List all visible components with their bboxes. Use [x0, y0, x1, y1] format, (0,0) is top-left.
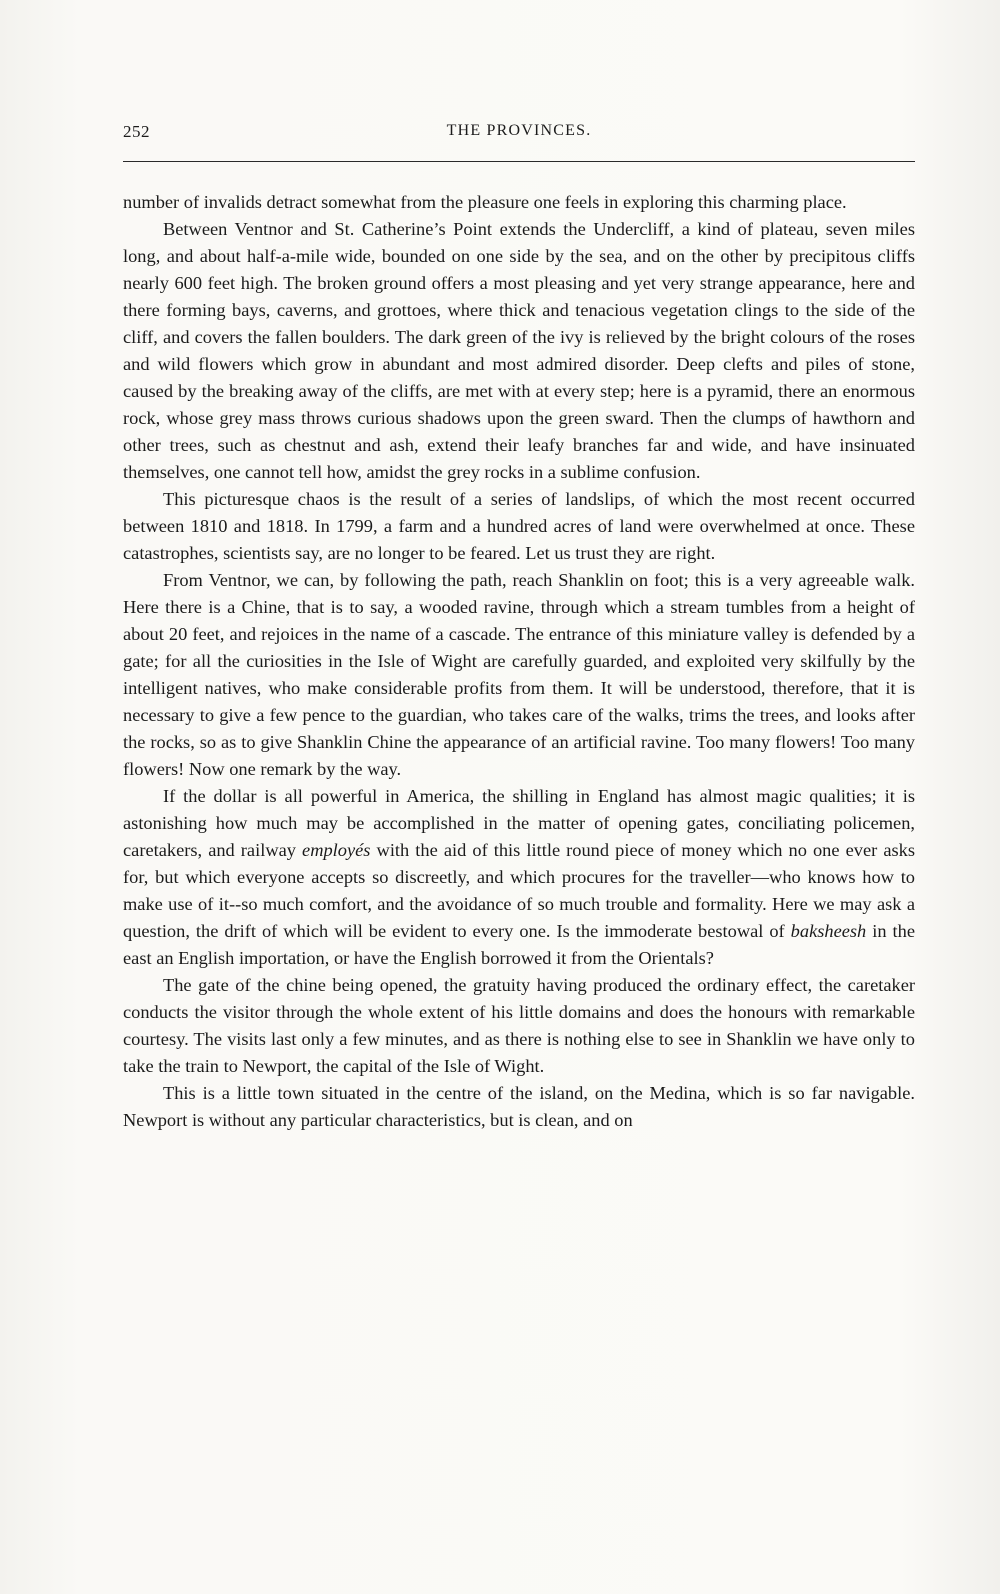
paragraph-text: with the aid of this little round piece of money which no one ever asks for, but which everyone accepts so discreetly, and which procures for the traveller—who knows how to make use of it--so much comfort, and the avoidance of so much trouble and formality. Here we may ask a question, the drift of which will be evident to every one. Is the immoderate bestowal of [123, 840, 915, 941]
paragraph-4 [123, 567, 915, 783]
paragraph-text: If the dollar is all powerful in America, the shilling in England has almost magic qualities; it is astonishing how much may be accomplished in the matter of opening gates, conciliating policemen, caretakers, and railway [123, 786, 915, 860]
italic-word-baksheesh: baksheesh [790, 921, 867, 941]
paragraph-5 [123, 783, 915, 972]
running-title: THE PROVINCES. [446, 122, 592, 139]
paragraph-2 [123, 216, 915, 486]
paragraph-text: The gate of the chine being opened, the gratuity having produced the ordinary effect, the caretaker conducts the visitor through the whole extent of his little domains and does the honours with remarkable courtesy. The visits last only a few minutes, and as there is nothing else to see in Shanklin we have only to take the train to Newport, the capital of the Isle of Wight. [123, 975, 915, 1076]
paragraph-text: Between Ventnor and St. Catherine’s Point extends the Undercliff, a kind of plateau, seven miles long, and about half-a-mile wide, bounded on one side by the sea, and on the other by precipitous cliffs nearly 600 feet high. The broken ground offers a most pleasing and yet very strange appearance, here and there forming bays, caverns, and grottoes, where thick and tenacious vegetation clings to the side of the cliff, and covers the fallen boulders. The dark green of the ivy is relieved by the bright colours of the roses and wild flowers which grow in abundant and most admired disorder. Deep clefts and piles of stone, caused by the breaking away of the cliffs, are met with at every step; here is a pyramid, there an enormous rock, whose grey mass throws curious shadows upon the green sward. Then the clumps of hawthorn and other trees, such as chestnut and ash, extend their leafy branches far and wide, and have insinuated themselves, one cannot tell how, amidst the grey rocks in a sublime confusion. [123, 219, 915, 482]
header-rule [123, 161, 915, 162]
paragraph-text: in the east an English importation, or have the English borrowed it from the Orientals? [123, 921, 915, 968]
paragraph-text: This picturesque chaos is the result of a series of landslips, of which the most recent occurred between 1810 and 1818. In 1799, a farm and a hundred acres of land were overwhelmed at once. These catastrophes, scientists say, are no longer to be feared. Let us trust they are right. [123, 489, 915, 563]
italic-word-employes: employés [302, 840, 371, 860]
paragraph-text: From Ventnor, we can, by following the path, reach Shanklin on foot; this is a very agreeable walk. Here there is a Chine, that is to say, a wooded ravine, through which a stream tumbles from a height of about 20 feet, and rejoices in the name of a cascade. The entrance of this miniature valley is defended by a gate; for all the curiosities in the Isle of Wight are carefully guarded, and exploited very skilfully by the intelligent natives, who make considerable profits from them. It will be understood, therefore, that it is necessary to give a few pence to the guardian, who takes care of the walks, trims the trees, and looks after the rocks, so as to give Shanklin Chine the appearance of an artificial ravine. Too many flowers! Too many flowers! Now one remark by the way. [123, 570, 915, 779]
paragraph-text: This is a little town situated in the centre of the island, on the Medina, which is so far navigable. Newport is without any particular characteristics, but is clean, and on [123, 1083, 915, 1130]
page-header [123, 122, 915, 152]
paragraph-7 [123, 1080, 915, 1134]
paragraph-1 [123, 189, 915, 216]
paragraph-text: number of invalids detract somewhat from the pleasure one feels in exploring this charming place. [123, 192, 847, 212]
page-number: 252 [123, 122, 150, 141]
body-text [123, 189, 915, 1134]
paragraph-6 [123, 972, 915, 1080]
paragraph-3 [123, 486, 915, 567]
